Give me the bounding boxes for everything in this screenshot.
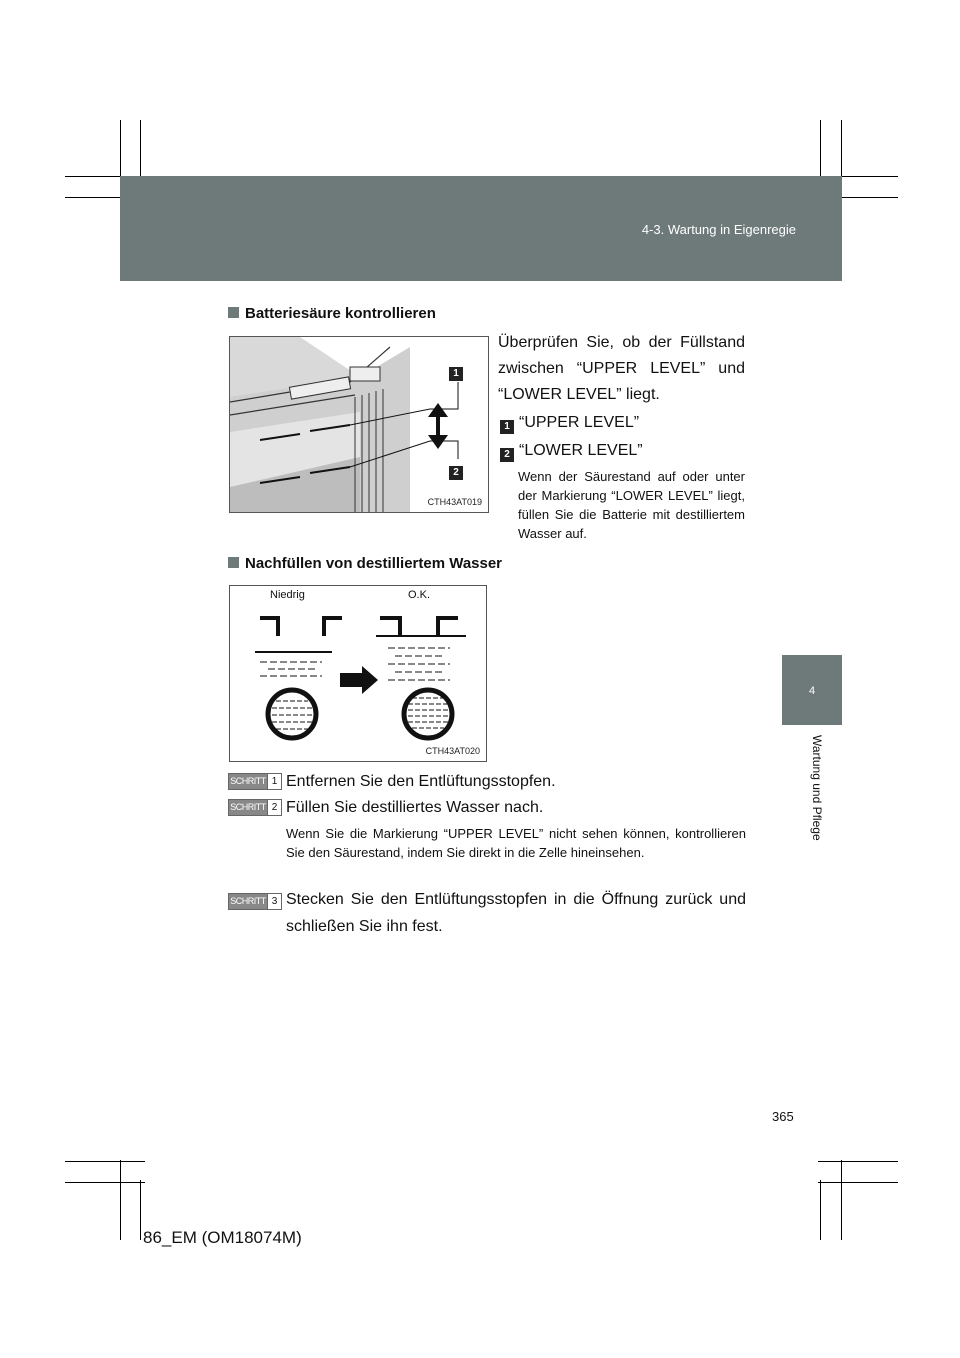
step-2-note: Wenn Sie die Markierung “UPPER LEVEL” nicht sehen können, kontrollieren Sie den Säurestand, indem Sie direkt in die Zelle hineinsehen.: [286, 826, 746, 860]
crop-mark: [65, 1161, 145, 1162]
chapter-tab: [782, 655, 842, 725]
label-ok: O.K.: [408, 589, 431, 601]
label-niedrig: Niedrig: [270, 589, 305, 601]
step-badge-3: SCHRITT 3: [228, 893, 282, 910]
badge-2: 2: [500, 448, 514, 462]
header-band: [120, 176, 842, 281]
bullet-square-icon: [228, 557, 239, 568]
section-title: 4-3. Wartung in Eigenregie: [641, 222, 796, 237]
water-level-figure: [229, 585, 487, 762]
level-item-lower: 2 “LOWER LEVEL”: [500, 438, 745, 464]
level-item-upper: 1 “UPPER LEVEL”: [500, 410, 745, 436]
crop-mark: [140, 1180, 141, 1240]
figure-code: CTH43AT020: [425, 746, 480, 756]
section-heading: Batteriesäure kontrollieren: [228, 305, 436, 322]
note-refill: Wenn der Säurestand auf oder unter der Markierung “LOWER LEVEL” liegt, füllen Sie die Batterie mit destilliertem Wasser auf.: [518, 469, 745, 541]
callout-2: 2: [449, 460, 468, 480]
crop-mark: [820, 1180, 821, 1240]
badge-1: 1: [500, 420, 514, 434]
crop-mark: [120, 1160, 121, 1240]
step-1-text: Entfernen Sie den Entlüftungsstopfen.: [286, 773, 556, 790]
step-2-text: Füllen Sie destilliertes Wasser nach.: [286, 799, 544, 816]
battery-level-figure: [229, 336, 489, 513]
footer-code: 86_EM (OM18074M): [143, 1228, 302, 1247]
step-badge-2: SCHRITT 2: [228, 799, 282, 816]
chapter-number: 4: [808, 685, 816, 697]
intro-text: Überprüfen Sie, ob der Füllstand zwischen “UPPER LEVEL” und “LOWER LEVEL” liegt.: [498, 334, 745, 403]
callout-1: 1: [449, 361, 468, 381]
step-3-text: Stecken Sie den Entlüftungsstopfen in die Öffnung zurück und schließen Sie ihn fest.: [286, 891, 746, 935]
step-badge-1: SCHRITT 1: [228, 773, 282, 790]
bullet-square-icon: [228, 307, 239, 318]
crop-mark: [818, 1182, 898, 1183]
page-number: 365: [772, 1109, 794, 1124]
crop-mark: [818, 1161, 898, 1162]
crop-mark: [841, 1160, 842, 1240]
water-illustration: [230, 586, 486, 761]
figure-code: CTH43AT019: [427, 497, 482, 507]
section-heading: Nachfüllen von destilliertem Wasser: [228, 555, 502, 572]
chapter-label: Wartung und Pflege: [810, 735, 824, 841]
crop-mark: [65, 1182, 145, 1183]
